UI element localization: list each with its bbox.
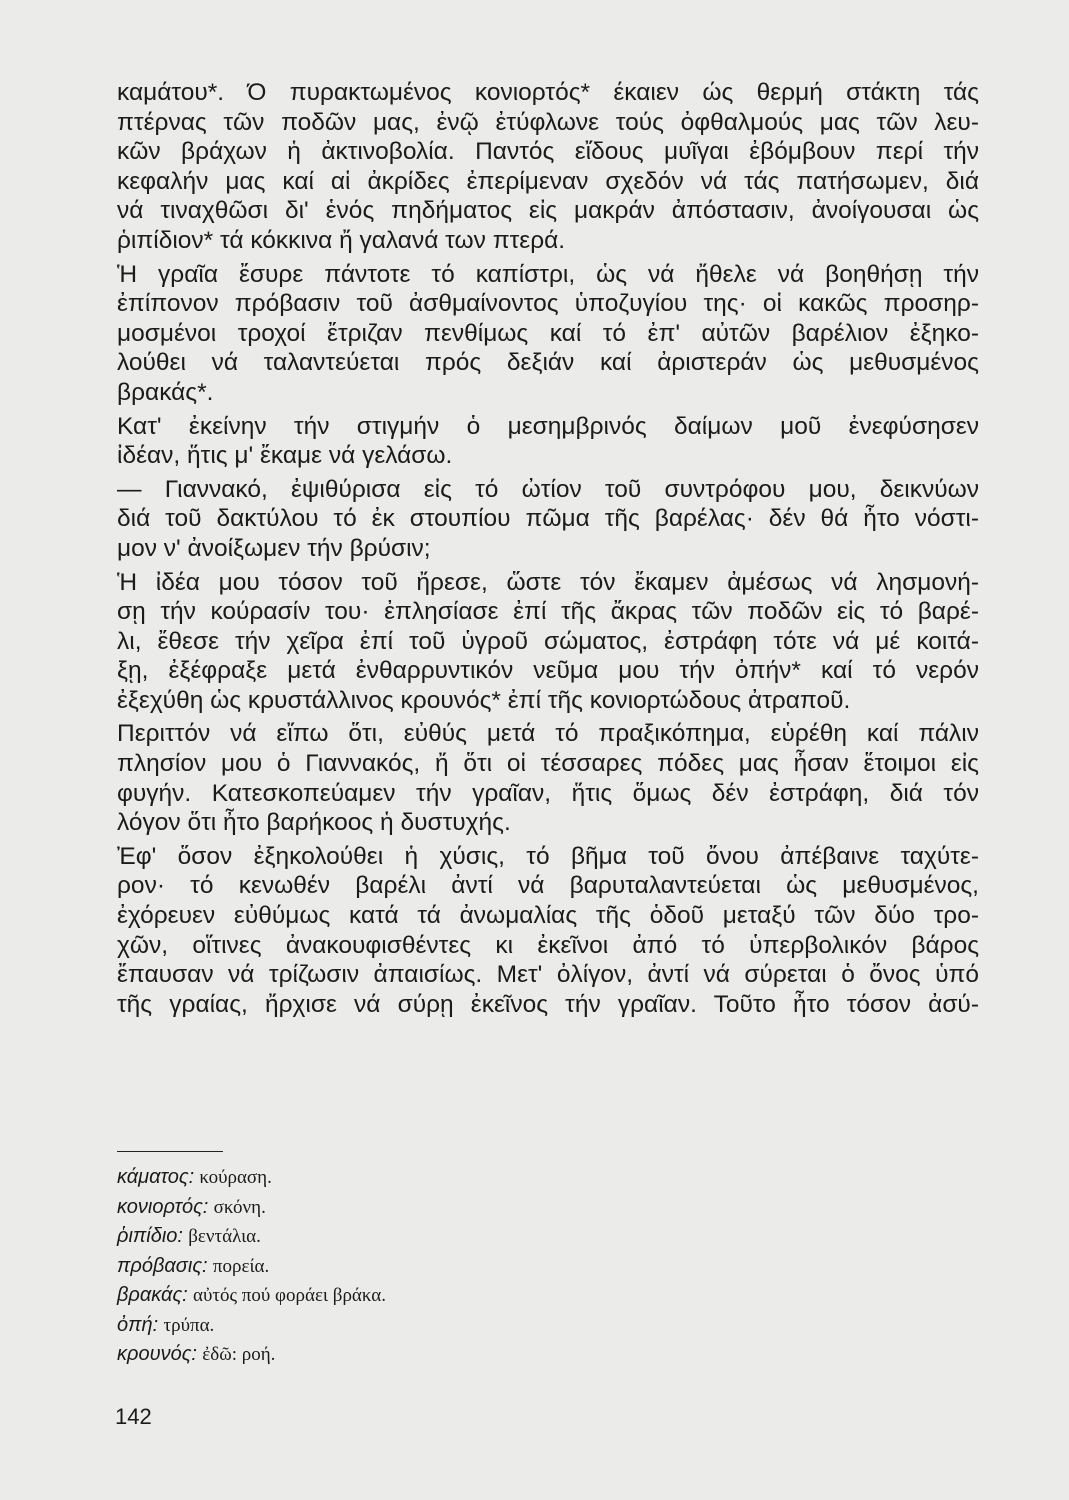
text-line: Ἡ γραῖα ἔσυρε πάντοτε τό καπίστρι, ὡς νά ἤθελε νά βοηθήσῃ τήν: [117, 260, 979, 288]
text-line: λόγον ὅτι ἦτο βαρήκοος ἡ δυστυχής.: [117, 809, 511, 837]
footnote-term: κονιορτός:: [117, 1195, 209, 1218]
text-line: φυγήν. Κατεσκοπεύαμεν τήν γραῖαν, ἥτις ὅμως δέν ἐστράφη, διά τόν: [117, 779, 979, 807]
footnotes: [117, 1163, 386, 1370]
text-line: πλησίον μου ὁ Γιαννακός, ἤ ὅτι οἱ τέσσαρες πόδες μας ἦσαν ἕτοιμοι εἰς: [117, 750, 979, 778]
text-line: ἐχόρευεν εὐθύμως κατά τά ἀνωμαλίας τῆς ὁδοῦ μεταξύ τῶν δύο τρο-: [117, 902, 979, 930]
footnote-definition: κούραση.: [199, 1167, 272, 1188]
footnote-term: βρακάς:: [117, 1284, 188, 1306]
text-line: ἔπαυσαν νά τρίζωσιν ἀπαισίως. Μετ' ὀλίγον, ἀντί νά σύρεται ὁ ὄνος ὑπό: [117, 961, 979, 989]
footnote-definition: σκόνη.: [213, 1196, 266, 1218]
text-line: ρον· τό κενωθέν βαρέλι ἀντί νά βαρυταλαντεύεται ὡς μεθυσμένος,: [117, 872, 979, 900]
footnote-definition: τρύπα.: [163, 1314, 215, 1336]
footnote: [117, 1222, 386, 1252]
footnote-term: ὀπή:: [117, 1313, 159, 1336]
text-line: ἰδέαν, ἥτις μ' ἔκαμε νά γελάσω.: [117, 442, 453, 470]
text-line: ἐξεχύθη ὡς κρυστάλλινος κρουνός* ἐπί τῆς κονιορτώδους ἀτραποῦ.: [117, 686, 851, 714]
footnote: [117, 1163, 386, 1193]
text-line: καμάτου*. Ό πυρακτωμένος κονιορτός* έκαιεν ώς θερμή στάκτη τάς: [117, 79, 979, 106]
text-line: μον ν' ἀνοίξωμεν τήν βρύσιν;: [117, 534, 431, 562]
footnote-definition: βεντάλια.: [188, 1226, 261, 1247]
text-line: σῃ τήν κούρασίν του· ἐπλησίασε ἐπί τῆς ἄκρας τῶν ποδῶν εἰς τό βαρέ-: [117, 598, 979, 626]
footnote: [117, 1311, 386, 1341]
footnote-definition: πορεία.: [212, 1255, 270, 1277]
text-line: πτέρνας τῶν ποδῶν μας, ἐνῷ ἐτύφλωνε τούς ὀφθαλμούς μας τῶν λευ-: [117, 108, 979, 136]
text-line: χῶν, οἵτινες ἀνακουφισθέντες κι ἐκεῖνοι ἀπό τό ὑπερβολικόν βάρος: [117, 931, 979, 959]
text-line: ῥιπίδιον* τά κόκκινα ἤ γαλανά των πτερά.: [117, 226, 566, 254]
text-line: διά τοῦ δακτύλου τό ἐκ στουπίου πῶμα τῆς βαρέλας· δέν θά ἦτο νόστι-: [117, 505, 979, 533]
body-text: [117, 78, 979, 1019]
text-line: τῆς γραίας, ἤρχισε νά σύρῃ ἐκεῖνος τήν γραῖαν. Τοῦτο ἦτο τόσον ἀσύ-: [117, 990, 979, 1018]
text-line: Ἐφ' ὅσον ἐξηκολούθει ἡ χύσις, τό βῆμα τοῦ ὄνου ἀπέβαινε ταχύτε-: [117, 842, 979, 870]
footnote: [117, 1193, 386, 1223]
text-line: Κατ' ἐκείνην τήν στιγμήν ὁ μεσημβρινός δαίμων μοῦ ἐνεφύσησεν: [117, 412, 979, 440]
page-number: 142: [115, 1404, 152, 1429]
footnote-term: κρουνός:: [117, 1343, 197, 1365]
text-line: Περιττόν νά εἴπω ὅτι, εὐθύς μετά τό πραξικόπημα, εὑρέθη καί πάλιν: [117, 720, 979, 748]
footnote-term: ῥιπίδιο:: [117, 1225, 183, 1247]
text-line: μοσμένοι τροχοί ἔτριζαν πενθίμως καί τό ἐπ' αὐτῶν βαρέλιον ἐξηκο-: [117, 319, 979, 347]
footnote-term: κάματος:: [117, 1166, 195, 1188]
text-line: κῶν βράχων ἡ ἀκτινοβολία. Παντός εἴδους μυῖγαι ἐβόμβουν περί τήν: [117, 138, 979, 166]
text-line: βρακάς*.: [117, 378, 214, 406]
text-line: λούθει νά ταλαντεύεται πρός δεξιάν καί ἀριστεράν ὡς μεθυσμένος: [117, 349, 979, 377]
text-line: λι, ἔθεσε τήν χεῖρα ἐπί τοῦ ὑγροῦ σώματος, ἐστράφη τότε νά μέ κοιτά-: [117, 627, 979, 655]
text-line: κεφαλήν μας καί αἱ ἀκρίδες ἐπερίμεναν σχεδόν νά τάς πατήσωμεν, διά: [117, 167, 979, 195]
footnote: [117, 1252, 386, 1282]
text-line: Ἡ ἰδέα μου τόσον τοῦ ἤρεσε, ὥστε τόν ἔκαμεν ἀμέσως νά λησμονή-: [117, 568, 979, 596]
footnote: [117, 1281, 386, 1311]
text-line: ξῃ, ἐξέφραξε μετά ἐνθαρρυντικόν νεῦμα μου τήν ὀπήν* καί τό νερόν: [117, 657, 979, 685]
text-line: νά τιναχθῶσι δι' ἑνός πηδήματος εἰς μακράν ἀπόστασιν, ἀνοίγουσαι ὡς: [117, 197, 979, 225]
text-line: ἐπίπονον πρόβασιν τοῦ ἀσθμαίνοντος ὑποζυγίου της· οἱ κακῶς προσηρ-: [117, 290, 979, 318]
footnote: [117, 1340, 386, 1370]
footnote-definition: αὐτός πού φοράει βράκα.: [193, 1285, 386, 1306]
text-line: — Γιαννακό, ἐψιθύρισα εἰς τό ὠτίον τοῦ συντρόφου μου, δεικνύων: [117, 475, 979, 503]
footnote-term: πρόβασις:: [117, 1254, 208, 1277]
footnote-divider: [117, 1151, 223, 1152]
footnote-definition: ἐδῶ: ροή.: [202, 1344, 276, 1365]
